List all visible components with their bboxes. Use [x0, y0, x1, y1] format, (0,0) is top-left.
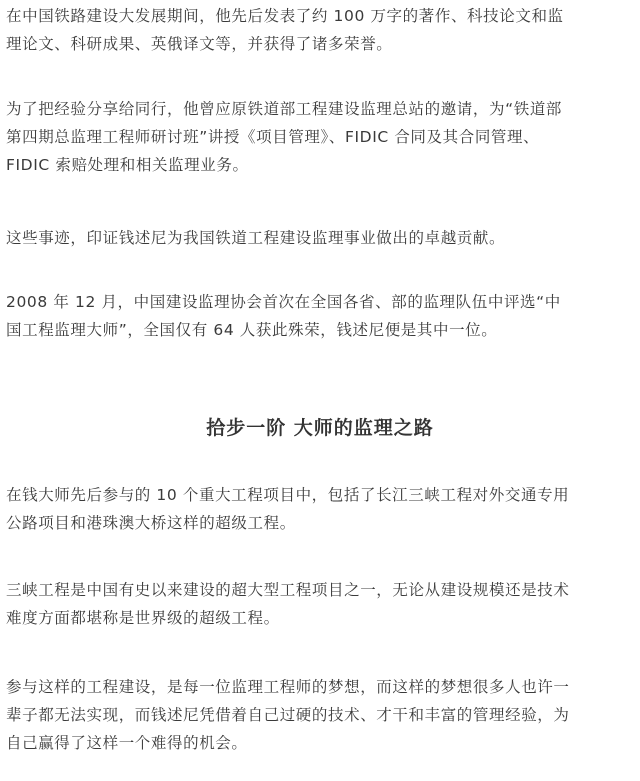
text-line: 自己赢得了这样一个难得的机会。 — [6, 734, 248, 752]
paragraph-dream — [6, 673, 634, 757]
section-heading: 拾步一阶 大师的监理之路 — [206, 417, 434, 439]
text-line: 第四期总监理工程师研讨班”讲授《项目管理》、FIDIC 合同及其合同管理、 — [6, 128, 540, 146]
text-line: 这些事迹，印证钱述尼为我国铁道工程建设监理事业做出的卓越贡献。 — [6, 229, 506, 247]
text-line: 在中国铁路建设大发展期间，他先后发表了约 100 万字的著作、科技论文和监 — [6, 7, 564, 25]
paragraph-lectures — [6, 95, 634, 179]
text-line: 公路项目和港珠澳大桥这样的超级工程。 — [6, 514, 296, 532]
paragraph-projects — [6, 481, 634, 537]
text-line: 理论文、科研成果、英俄译文等，并获得了诸多荣誉。 — [6, 35, 393, 53]
text-line: 三峡工程是中国有史以来建设的超大型工程项目之一，无论从建设规模还是技术 — [6, 581, 570, 599]
text-line: 参与这样的工程建设，是每一位监理工程师的梦想，而这样的梦想很多人也许一 — [6, 678, 570, 696]
text-line: 难度方面都堪称是世界级的超级工程。 — [6, 609, 280, 627]
paragraph-three-gorges — [6, 576, 634, 632]
paragraph-contribution — [6, 224, 634, 252]
paragraph-honors — [6, 2, 634, 58]
text-line: FIDIC 索赔处理和相关监理业务。 — [6, 156, 249, 174]
text-line: 为了把经验分享给同行，他曾应原铁道部工程建设监理总站的邀请，为“铁道部 — [6, 100, 563, 118]
text-line: 在钱大师先后参与的 10 个重大工程项目中，包括了长江三峡工程对外交通专用 — [6, 486, 570, 504]
text-line: 辈子都无法实现，而钱述尼凭借着自己过硬的技术、才干和丰富的管理经验，为 — [6, 706, 570, 724]
paragraph-master-award — [6, 288, 634, 344]
text-line: 2008 年 12 月，中国建设监理协会首次在全国各省、部的监理队伍中评选“中 — [6, 293, 561, 311]
text-line: 国工程监理大师”，全国仅有 64 人获此殊荣，钱述尼便是其中一位。 — [6, 321, 498, 339]
